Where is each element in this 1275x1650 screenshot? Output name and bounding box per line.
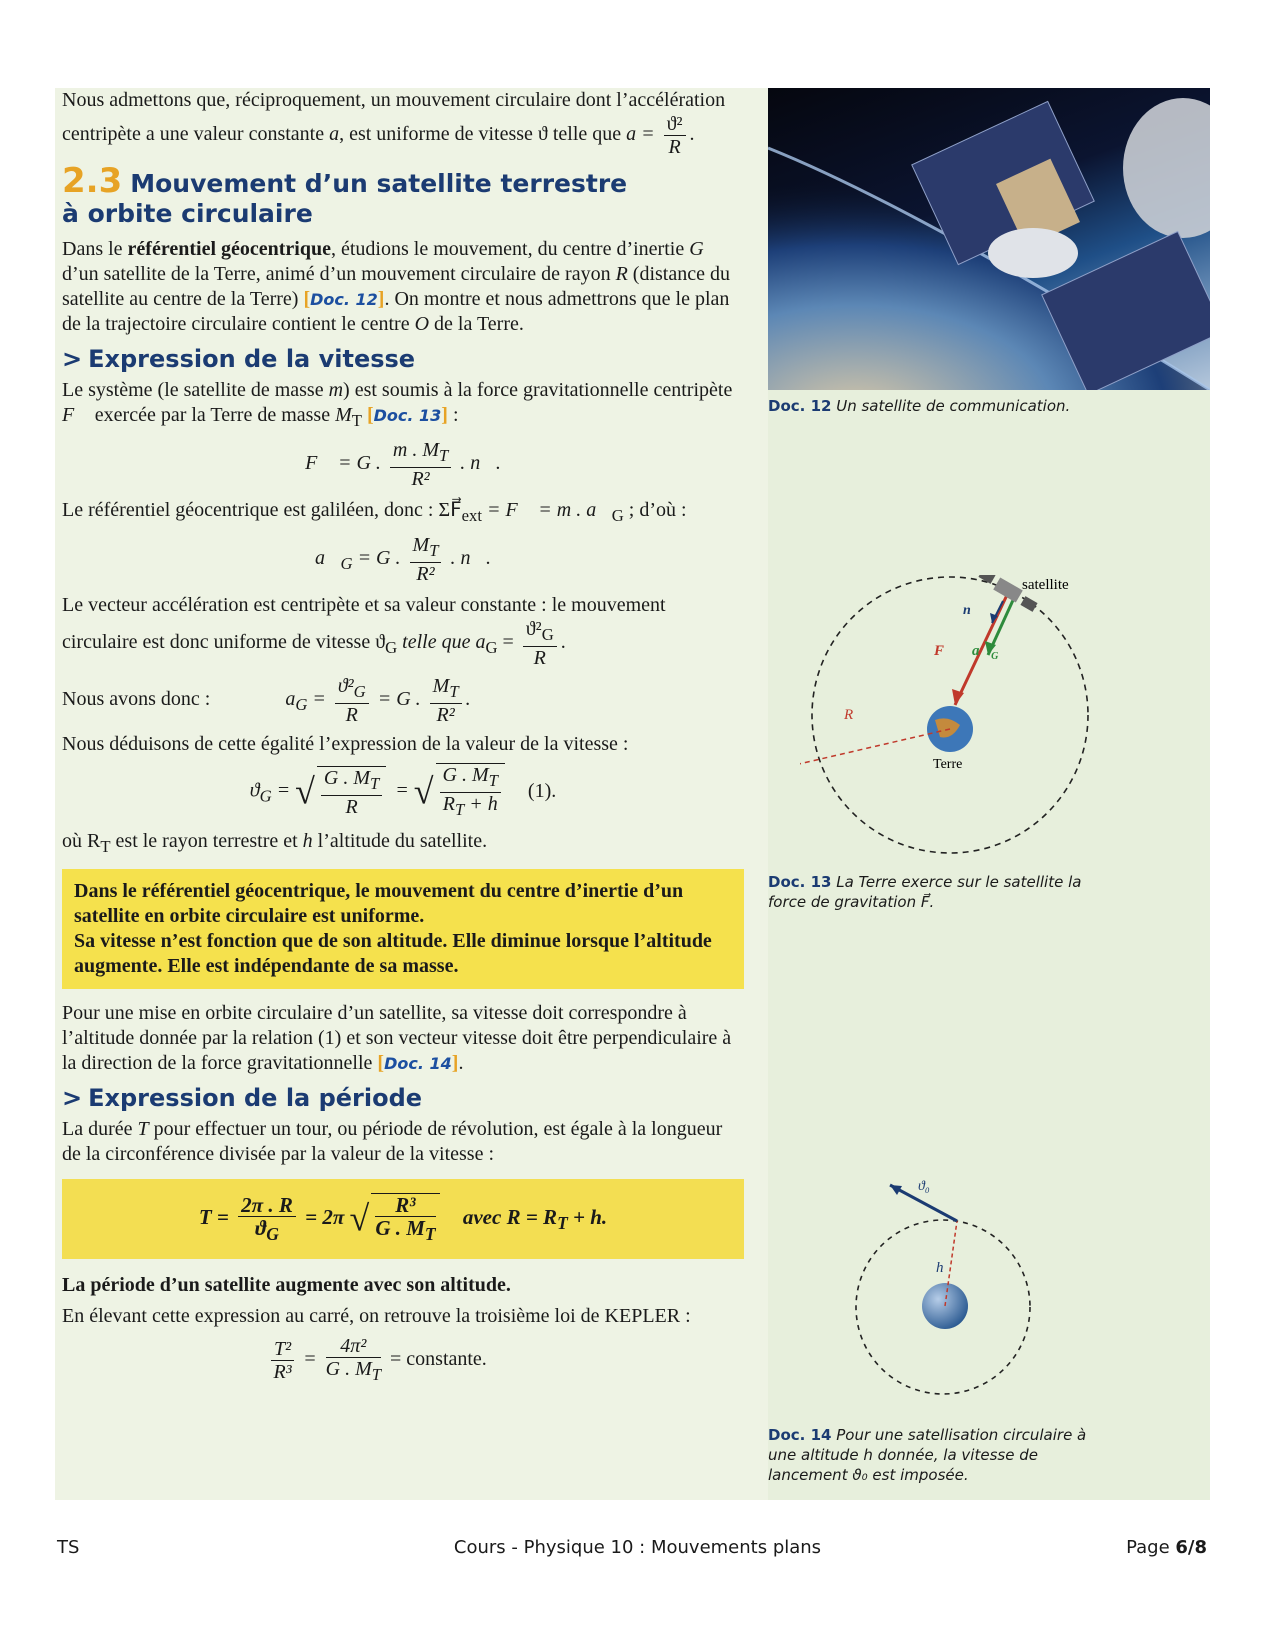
satellite-photo [768, 88, 1210, 390]
svg-text:h: h [936, 1260, 944, 1276]
paragraph-duree: La durée T pour effectuer un tour, ou période de révolution, est égale à la longueur de la circonférence divisée par la valeur de la vitesse : [62, 1118, 723, 1165]
launch-velocity-diagram [850, 1160, 1060, 1400]
footer-left: TS [57, 1537, 80, 1558]
paragraph-nous-avons: Nous avons donc : $a_G$ = $\frac{ϑ^2_G}{R}$ = G . $\frac{M_T}{\text{R²}}$ . [62, 675, 471, 726]
equation-acceleration: $a⃗_G = G$ . $\frac{M_T}{\text{R²}}$ . n⃗. [314, 534, 492, 585]
doc-12-caption: Doc. 12 Un satellite de communication. [768, 397, 1071, 415]
svg-text:n⃗: n⃗ [963, 603, 982, 618]
svg-text:ϑ₀: ϑ₀ [918, 1179, 930, 1194]
doc-14-caption: Doc. 14 Pour une satellisation circulaire à une altitude h donnée, la vitesse de lancement ϑ₀ est imposée. [768, 1426, 1087, 1484]
equation-kepler: $\frac{\text{T²}}{\text{R³}}$ = $\frac{\text{4π²}}{G . M_T}$ = constante. [267, 1335, 744, 1386]
intro-paragraph: Nous admettons que, réciproquement, un mouvement circulaire dont l’accélération centripète a une valeur constante a, est uniforme de vitesse ϑ telle que a = $\frac{\text{ϑ²}}{R}$ . [62, 89, 726, 158]
section-title: 2.3 Mouvement d’un satellite terrestre à orbite circulaire [62, 161, 628, 228]
paragraph-mise-en-orbite: Pour une mise en orbite circulaire d’un satellite, sa vitesse doit correspondre à l’altitude donnée par la relation (1) et son vecteur vitesse doit être perpendiculaire à la direction de la force gravitationnelle [Doc. 14]. [62, 1002, 732, 1074]
equation-force: F⃗ = G . $\frac{m . M_T}{\text{R²}}$ . n⃗. [305, 439, 501, 490]
svg-text:a⃗G: $a⃗_G$ [972, 643, 999, 662]
paragraph-periode-altitude: La période d’un satellite augmente avec son altitude. [62, 1274, 511, 1297]
subsection-title-periode: > Expression de la période [62, 1084, 423, 1112]
doc-14-link[interactable]: Doc. 14 [384, 1054, 452, 1073]
paragraph-centripete: Le vecteur accélération est centripète et sa valeur constante : le mouvement circulaire est donc uniforme de vitesse $ϑ_G$ telle que $a_G$ = $\frac{ϑ^2_G}{R}$ . [62, 594, 666, 669]
doc-13-caption: Doc. 13 La Terre exerce sur le satellite la force de gravitation F⃗. [768, 873, 1082, 911]
equation-vitesse: $ϑ_G$ = √ $\frac{G . M_T}{R}$ = √ $\frac{G . M_T}{R_T + h}$ (1). [249, 764, 557, 819]
subsection-title-vitesse: > Expression de la vitesse [62, 345, 416, 373]
svg-text:satellite: satellite [1022, 577, 1069, 593]
footer-title: Cours - Physique 10 : Mouvements plans [453, 1537, 822, 1558]
page-number: Page 6/8 [1126, 1537, 1207, 1558]
paragraph-geocentric: Dans le référentiel géocentrique, étudions le mouvement, du centre d’inertie G d’un satellite de la Terre, animé d’un mouvement circulaire de rayon R (distance du satellite au centre de la Terre) [Doc. 12]. On montre et nous admettrons que le plan de la trajectoire circulaire contient le centre O de la Terre. [62, 238, 730, 335]
paragraph-rayon-terrestre: où $R_T$ est le rayon terrestre et h l’altitude du satellite. [62, 830, 488, 856]
intro-fraction: $\frac{\text{ϑ²}}{R}$ [664, 113, 686, 158]
doc-12-link[interactable]: Doc. 12 [310, 290, 378, 309]
svg-text:Terre: Terre [933, 757, 963, 772]
main-column [62, 88, 744, 1386]
doc-13-link[interactable]: Doc. 13 [373, 406, 442, 425]
paragraph-galileen: Le référentiel géocentrique est galiléen, donc : $\Sigma F⃗_{ext}$ = F⃗ = m . $a⃗_G$ ; d’où : [62, 499, 687, 525]
svg-text:R: R [844, 707, 854, 723]
key-formula-box-periode: T = $\frac{2\pi . R}{ϑ_G}$ = 2π √ $\frac{\text{R³}}{G . M_T}$ avec $R = R_T + h$. [62, 1179, 744, 1259]
svg-text:F⃗: F⃗ [934, 643, 956, 659]
key-point-box-vitesse: Dans le référentiel géocentrique, le mouvement du centre d’inertie d’un satellite en orbite circulaire est uniforme. Sa vitesse n’est fonction que de son altitude. Elle diminue lorsque l’altitude augmente. Elle est indépendante de sa masse. [62, 869, 744, 989]
paragraph-kepler: En élevant cette expression au carré, on retrouve la troisième loi de KEPLER : [62, 1305, 691, 1328]
orbit-force-diagram [800, 575, 1120, 875]
paragraph-deduisons: Nous déduisons de cette égalité l’expression de la valeur de la vitesse : [62, 733, 629, 755]
paragraph-systeme: Le système (le satellite de masse m) est soumis à la force gravitationnelle centripète F⃗ exercée par la Terre de masse $M_T$ [Doc. 13] : [62, 379, 733, 430]
